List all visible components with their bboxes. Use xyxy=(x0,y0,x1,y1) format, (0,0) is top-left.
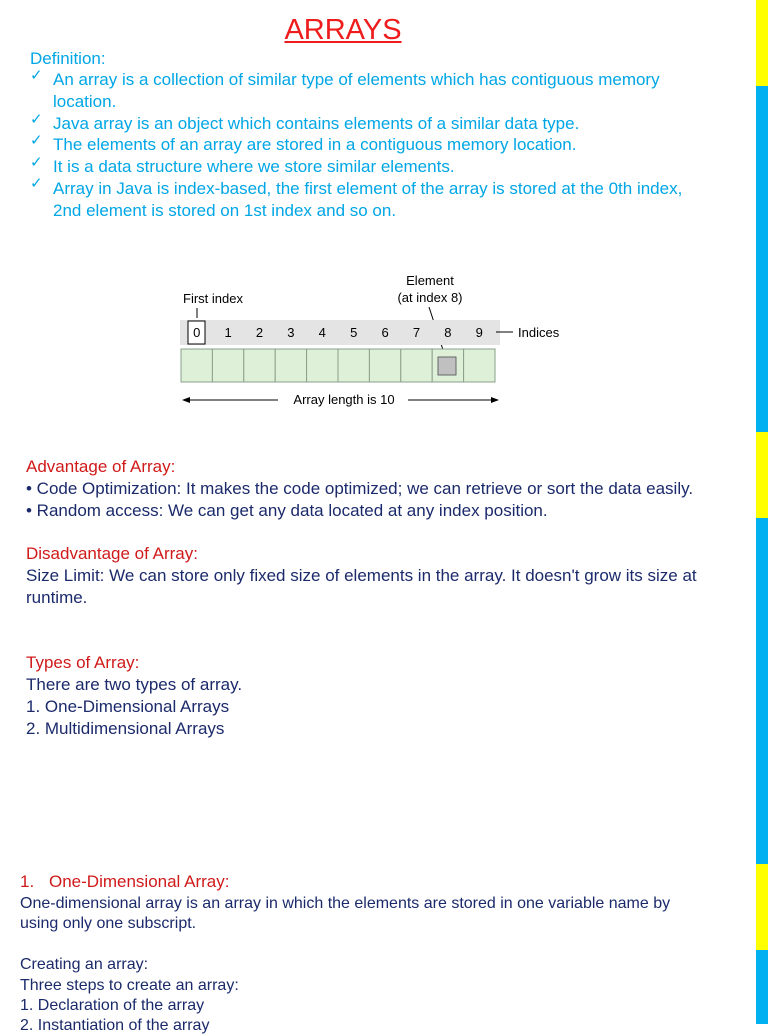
index-label: 0 xyxy=(193,325,201,340)
array-cell xyxy=(181,349,212,382)
array-cell xyxy=(369,349,400,382)
definition-item: Array in Java is index-based, the first element of the array is stored at the 0th index, xyxy=(53,179,683,198)
array-cell xyxy=(244,349,275,382)
one-dim-number: 1. xyxy=(20,872,35,891)
array-cell xyxy=(212,349,243,382)
checkmark-icon: ✓ xyxy=(30,111,43,128)
types-heading: Types of Array: xyxy=(26,653,140,672)
index-label: 1 xyxy=(224,325,232,340)
checkmark-icon: ✓ xyxy=(30,132,43,149)
array-cell xyxy=(275,349,306,382)
stripe-segment xyxy=(756,950,768,1024)
checkmark-icon: ✓ xyxy=(30,67,43,84)
definition-item: It is a data structure where we store similar elements. xyxy=(53,157,455,176)
creating-line: 2. Instantiation of the array xyxy=(20,1017,210,1034)
definition-item: Java array is an object which contains elements of a similar data type. xyxy=(53,114,580,133)
advantage-heading: Advantage of Array: xyxy=(26,457,176,476)
first-index-label: First index xyxy=(183,291,243,306)
stripe-segment xyxy=(756,864,768,950)
checkmark-icon: ✓ xyxy=(30,175,43,192)
index-label: 4 xyxy=(318,325,326,340)
definition-item: The elements of an array are stored in a contiguous memory location. xyxy=(53,135,577,154)
index-label: 5 xyxy=(350,325,358,340)
array-length-label: Array length is 10 xyxy=(293,392,395,407)
one-dim-heading: One-Dimensional Array: xyxy=(49,872,230,891)
index-label: 2 xyxy=(255,325,264,340)
advantage-line: • Code Optimization: It makes the code optimized; we can retrieve or sort the data easily. xyxy=(26,479,694,498)
array-cell xyxy=(307,349,338,382)
creating-line: 1. Declaration of the array xyxy=(20,997,205,1014)
creating-line: Creating an array: xyxy=(20,956,149,973)
types-line: 1. One-Dimensional Arrays xyxy=(26,697,230,716)
element-label-index: (at index 8) xyxy=(397,290,463,305)
index-label: 7 xyxy=(412,325,421,340)
checkmark-icon: ✓ xyxy=(30,154,43,171)
index-label: 9 xyxy=(475,325,483,340)
one-dim-line: One-dimensional array is an array in which the elements are stored in one variable name by xyxy=(20,895,671,912)
creating-line: Three steps to create an array: xyxy=(20,977,239,994)
definition-item: An array is a collection of similar type of elements which has contiguous memory xyxy=(53,70,660,89)
array-cell xyxy=(464,349,495,382)
array-diagram xyxy=(170,262,580,412)
element-at-index-8 xyxy=(438,357,456,375)
array-cell xyxy=(338,349,369,382)
definition-item-cont: 2nd element is stored on 1st index and so on. xyxy=(53,201,397,220)
advantage-line: • Random access: We can get any data located at any index position. xyxy=(26,501,548,520)
arrow-left-icon xyxy=(182,397,190,403)
arrow-right-icon xyxy=(491,397,499,403)
array-cell xyxy=(401,349,432,382)
stripe-segment xyxy=(756,86,768,432)
index-label: 3 xyxy=(287,325,295,340)
stripe-segment xyxy=(756,0,768,86)
definition-item-cont: location. xyxy=(53,92,117,111)
stripe-segment xyxy=(756,518,768,864)
types-line: 2. Multidimensional Arrays xyxy=(26,719,225,738)
index-label: 6 xyxy=(381,325,389,340)
types-line: There are two types of array. xyxy=(26,675,243,694)
disadvantage-line: runtime. xyxy=(26,588,88,607)
element-label: Element xyxy=(406,273,454,288)
page-title: ARRAYS xyxy=(284,14,402,46)
index-label: 8 xyxy=(444,325,452,340)
disadvantage-line: Size Limit: We can store only fixed size of elements in the array. It doesn't grow its size at xyxy=(26,566,697,585)
one-dim-line: using only one subscript. xyxy=(20,915,197,932)
stripe-segment xyxy=(756,432,768,518)
definition-heading: Definition: xyxy=(30,49,106,68)
disadvantage-heading: Disadvantage of Array: xyxy=(26,544,198,563)
indices-label: Indices xyxy=(518,325,560,340)
